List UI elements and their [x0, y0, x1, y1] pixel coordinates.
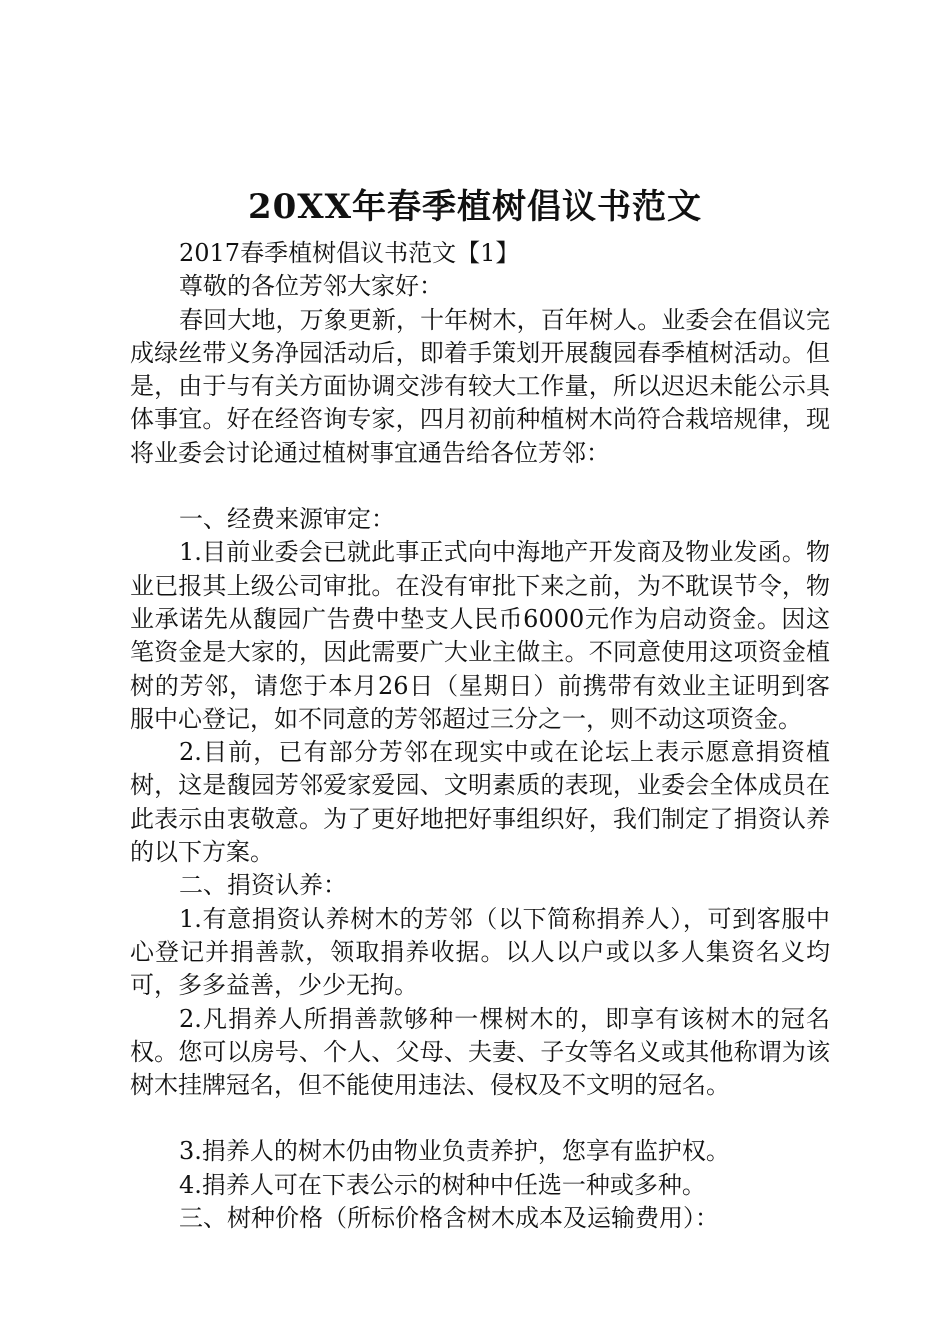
- blank-line: [130, 470, 830, 503]
- document-body: [130, 237, 830, 1235]
- paragraph: 4.捐养人可在下表公示的树种中任选一种或多种。: [179, 1170, 706, 1199]
- section-heading: 三、树种价格（所标价格含树木成本及运输费用）：: [179, 1204, 719, 1233]
- section-heading: 二、捐资认养：: [179, 871, 347, 900]
- paragraph: 春回大地，万象更新，十年树木，百年树人。业委会在倡议完成绿丝带义务净园活动后，即着手策划开展馥园春季植树活动。但是，由于与有关方面协调交涉有较大工作量，所以迟迟未能公示具体事宜。好在经咨询专家，四月初前种植树木尚符合栽培规律，现将业委会讨论通过植树事宜通告给各位芳邻：: [130, 305, 830, 467]
- paragraph: 3.捐养人的树木仍由物业负责养护，您享有监护权。: [179, 1137, 730, 1166]
- paragraph: 2.凡捐养人所捐善款够种一棵树木的，即享有该树木的冠名权。您可以房号、个人、父母、夫妻、子女等名义或其他称谓为该树木挂牌冠名，但不能使用违法、侵权及不文明的冠名。: [130, 1004, 830, 1100]
- document-title: 20XX年春季植树倡议书范文: [247, 187, 703, 227]
- blank-line: [130, 1102, 830, 1135]
- section-heading: 一、经费来源审定：: [179, 505, 395, 534]
- section-heading: 2017春季植树倡议书范文【1】: [179, 239, 520, 267]
- salutation: 尊敬的各位芳邻大家好：: [179, 272, 443, 301]
- paragraph: 2.目前，已有部分芳邻在现实中或在论坛上表示愿意捐资植树，这是馥园芳邻爱家爱园、文明素质的表现，业委会全体成员在此表示由衷敬意。为了更好地把好事组织好，我们制定了捐资认养的以下方案。: [130, 738, 830, 867]
- paragraph: 1.目前业委会已就此事正式向中海地产开发商及物业发函。物业已报其上级公司审批。在没有审批下来之前，为不耽误节令，物业承诺先从馥园广告费中垫支人民币6000元作为启动资金。因这笔资金是大家的，因此需要广大业主做主。不同意使用这项资金植树的芳邻，请您于本月26日（星期日）前携带有效业主证明到客服中心登记，如不同意的芳邻超过三分之一，则不动这项资金。: [130, 538, 830, 733]
- paragraph: 1.有意捐资认养树木的芳邻（以下简称捐养人），可到客服中心登记并捐善款，领取捐养收据。以人以户或以多人集资名义均可，多多益善，少少无拘。: [130, 904, 830, 1000]
